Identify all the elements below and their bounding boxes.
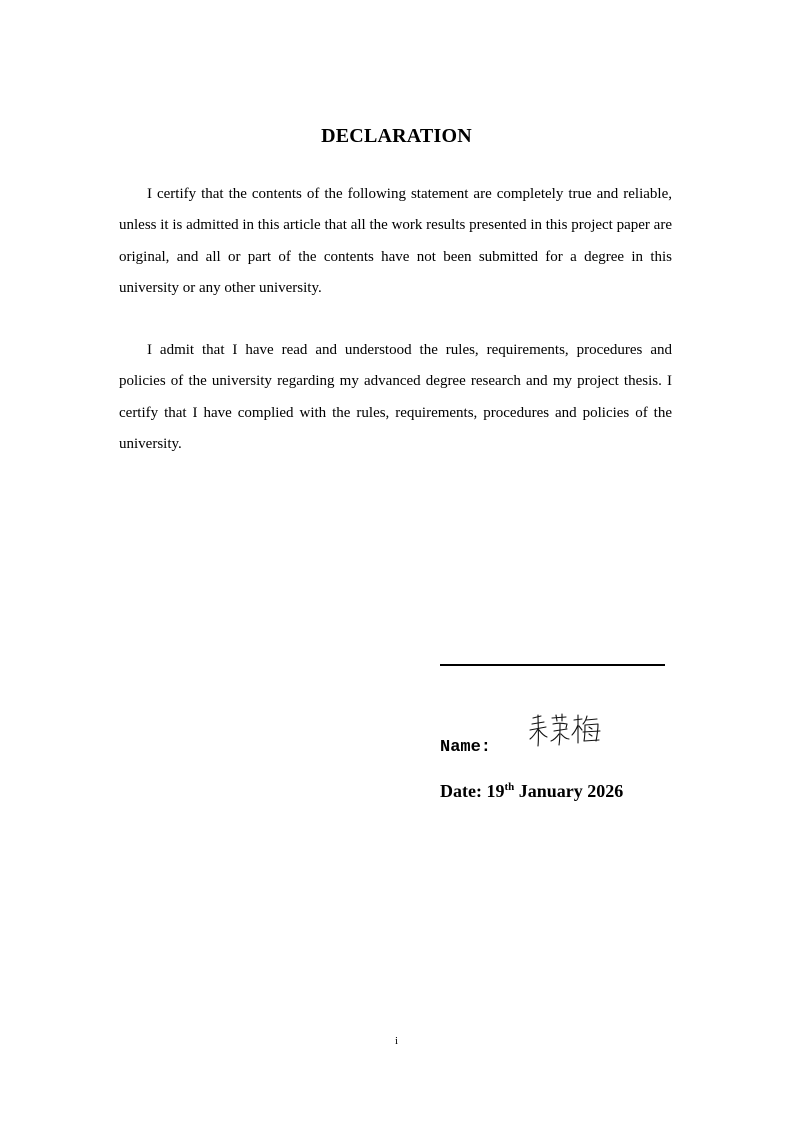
name-label: Name: — [440, 738, 492, 757]
handwritten-signature — [527, 712, 607, 752]
page-title: DECLARATION — [321, 125, 472, 147]
declaration-paragraph-1: I certify that the contents of the following statement are completely true and reliable, unless it is admitted in this article that all the work results presented in this project paper are original, and all or part of the contents have not been submitted for a degree in this university or any other university. — [119, 186, 672, 296]
page-number: i — [394, 1035, 399, 1047]
date-line — [440, 781, 623, 802]
date-prefix: Date: 19 — [440, 781, 505, 801]
signature-line — [440, 664, 665, 666]
declaration-paragraph-2: I admit that I have read and understood the rules, requirements, procedures and policies of the university regarding my advanced degree research and my project thesis. I certify that I have complied with the rules, requirements, procedures and policies of the university. — [119, 342, 672, 452]
date-ordinal-suffix: th — [504, 781, 515, 793]
date-rest: January 2026 — [514, 781, 624, 801]
